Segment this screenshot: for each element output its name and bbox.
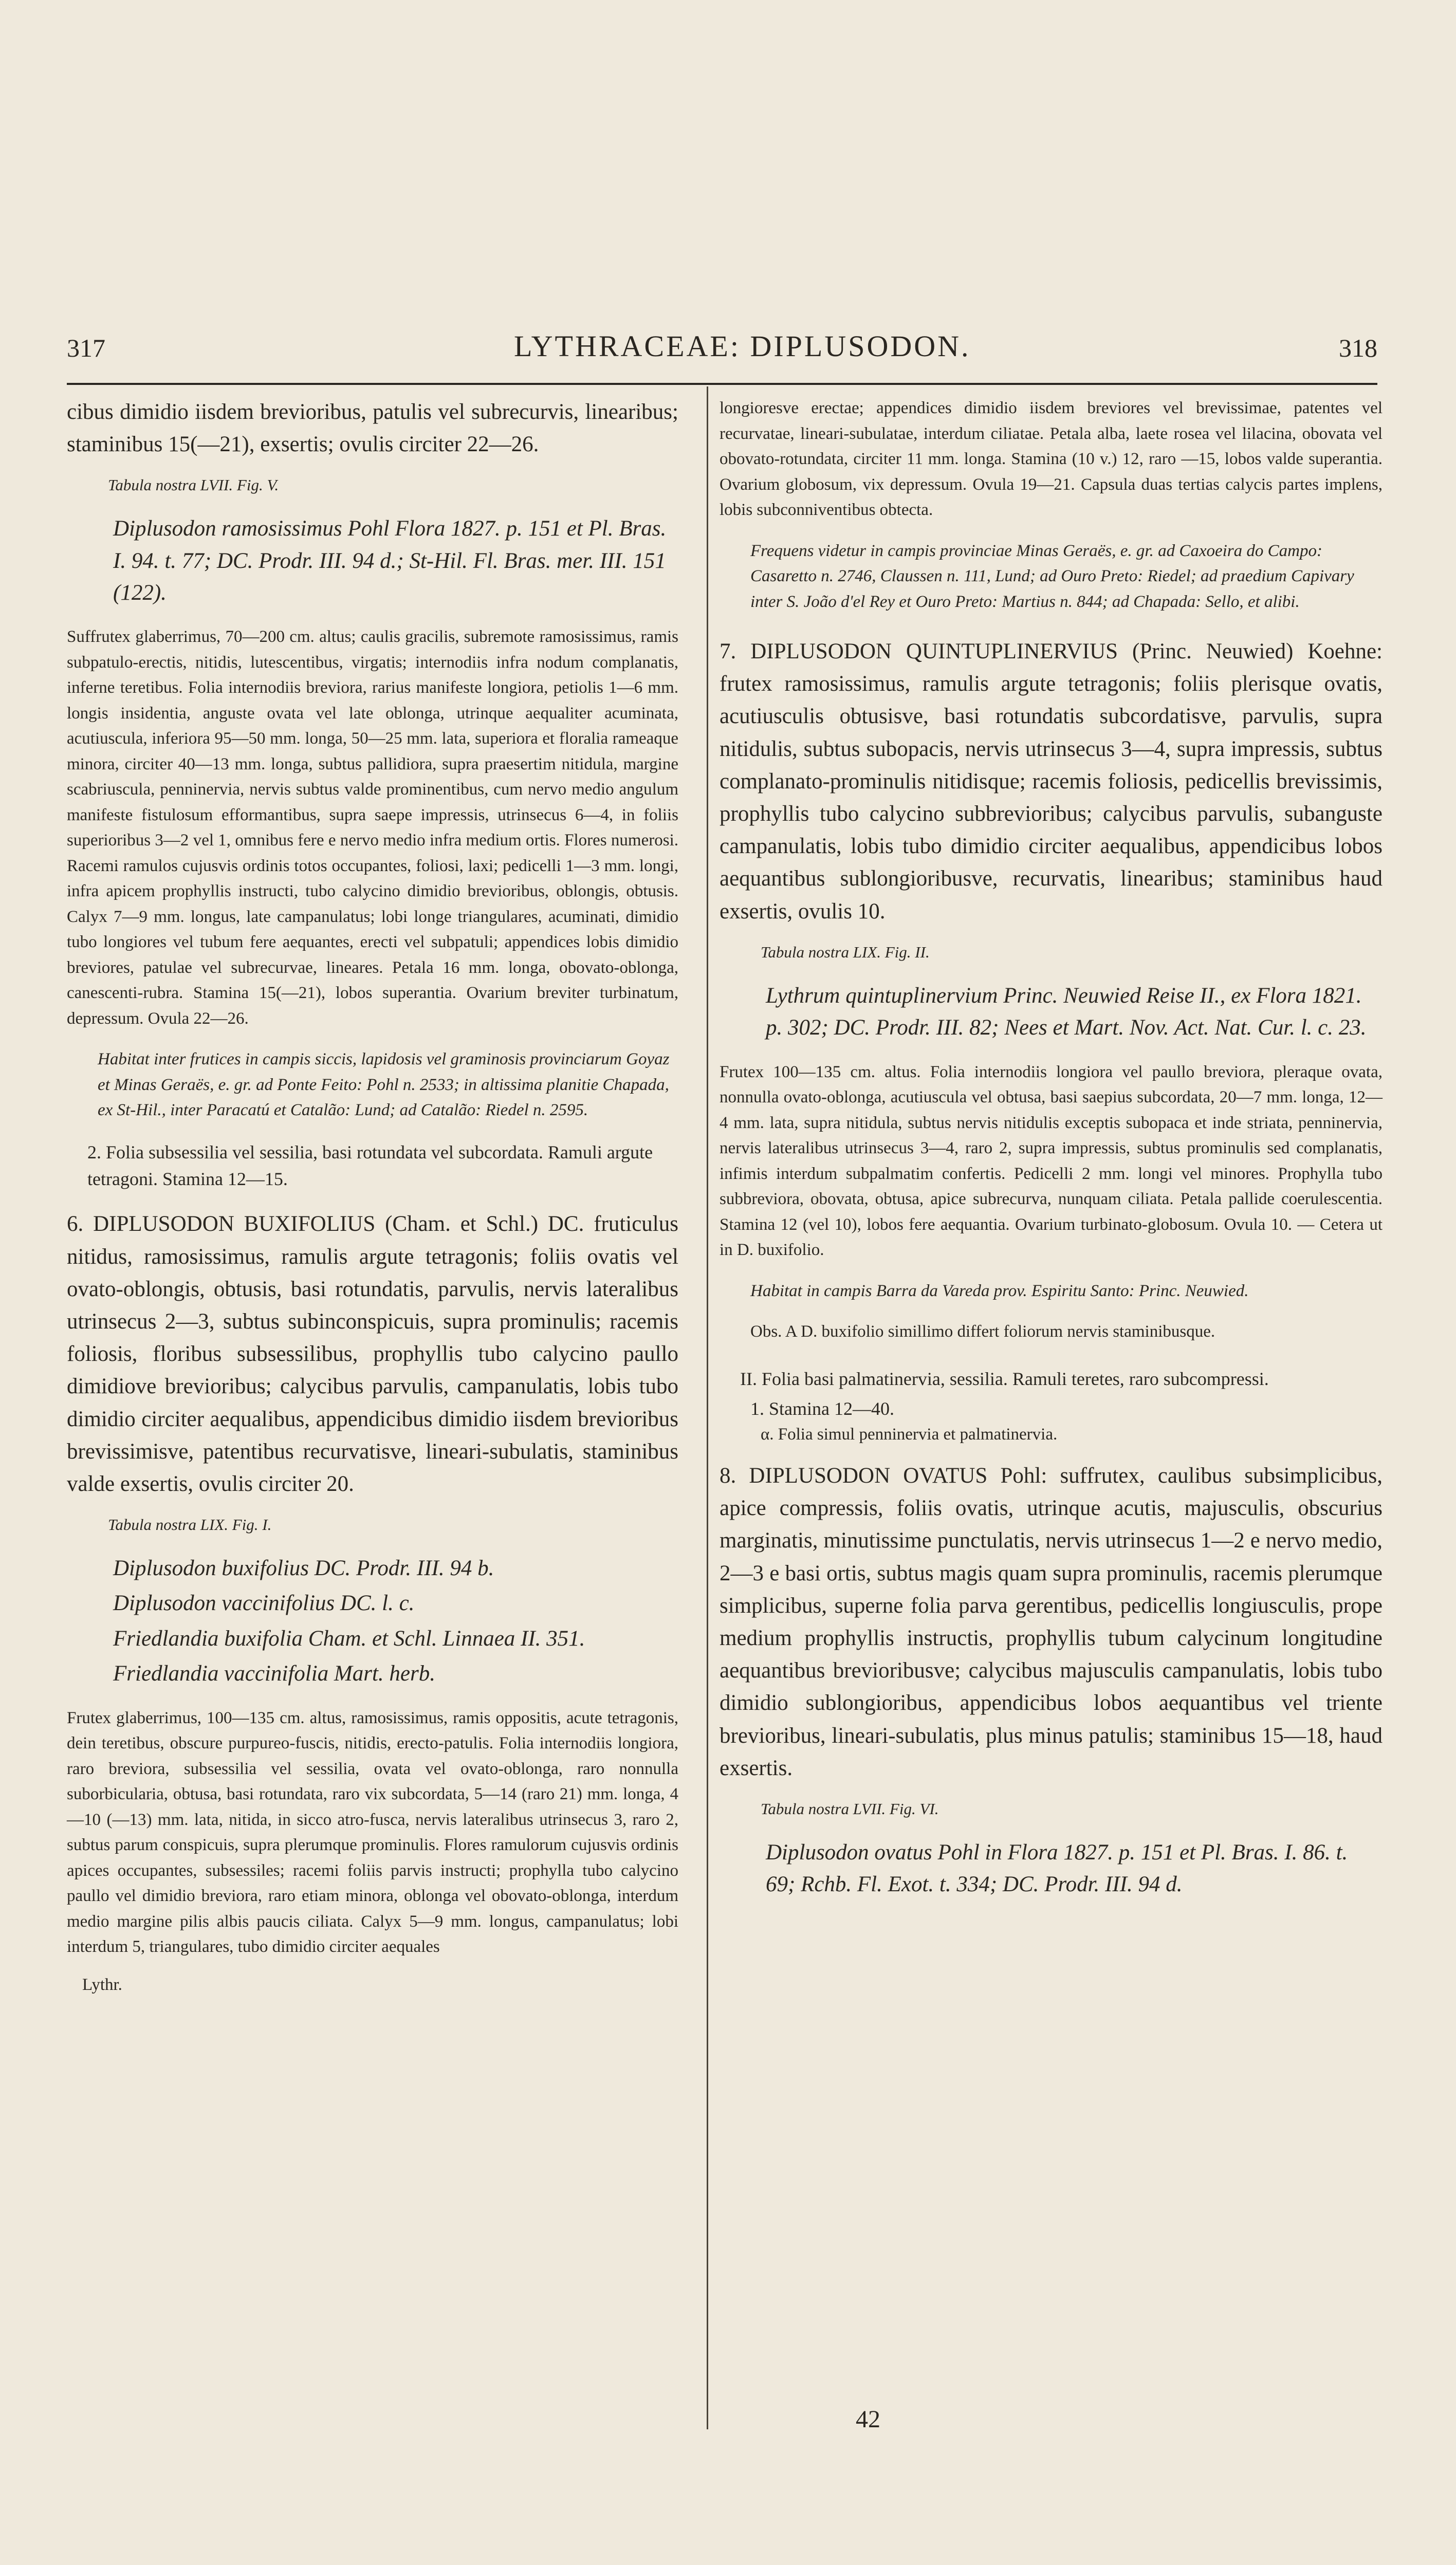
synonymy: Diplusodon ovatus Pohl in Flora 1827. p. 151 et Pl. Bras. I. 86. t. 69; Rchb. Fl. Exot. t. 334; DC. Prodr. III. 94 d. xyxy=(766,1840,1348,1897)
synonym: Friedlandia buxifolia Cham. et Schl. Linnaea II. 351. xyxy=(113,1626,585,1651)
key-entry: II. Folia basi palmatinervia, sessilia. Ramuli teretes, raro subcompressi. xyxy=(740,1368,1269,1389)
footer-label: Lythr. xyxy=(82,1975,122,1994)
habitat: Frequens videtur in campis provinciae Minas Geraës, e. gr. ad Caxoeira do Campo: Casaretto n. 2746, Claussen n. 111, Lund; ad Ouro Preto: Riedel; ad praedium Capivary inter S. João d'el Rey et Ouro Preto: Martius n. 844; ad Chapada: Sello, et alibi. xyxy=(750,541,1354,611)
key-entry: 2. Folia subsessilia vel sessilia, basi rotundata vel subcordata. Ramuli argute tetragoni. Stamina 12—15. xyxy=(87,1141,653,1190)
page-header xyxy=(67,329,1377,370)
running-title: LYTHRACEAE: DIPLUSODON. xyxy=(514,329,971,363)
plate-reference: Tabula nostra LVII. Fig. VI. xyxy=(761,1799,939,1818)
habitat: Habitat inter frutices in campis siccis, lapidosis vel graminosis provinciarum Goyaz et Minas Geraës, e. gr. ad Ponte Feito: Pohl n. 2533; in altissima planitie Chapada, ex St-Hil., inter Paracatú et Catalão: Lund; ad Catalão: Riedel n. 2595. xyxy=(98,1050,670,1120)
species-diagnosis: 6. DIPLUSODON BUXIFOLIUS (Cham. et Schl.) DC. fruticulus nitidus, ramosissimus, ramulis argute tetragonis; foliis ovatis vel ovato-oblongis, obtusis, basi rotundatis, parvulis, nervis lateralibus utrinsecus 2—3, subtus subinconspicuis, supra prominulis; racemis foliosis, floribus subsessilibus, prophyllis tubo calycino paullo dimidiove brevioribus; calycibus parvulis, campanulatis, lobis tubo dimidio circiter aequalibus, appendicibus dimidio iisdem brevioribus brevissimisve, patentibus recurvatisve, lineari-subulatis, staminibus valde exsertis, ovulis circiter 20. xyxy=(67,1212,678,1496)
left-page-number: 317 xyxy=(67,334,105,362)
synonymy: Diplusodon ramosissimus Pohl Flora 1827. p. 151 et Pl. Bras. I. 94. t. 77; DC. Prodr. III. 94 d.; St-Hil. Fl. Bras. mer. III. 151 (122). xyxy=(113,516,667,605)
synonymy-list xyxy=(67,1553,678,1690)
header-rule xyxy=(67,383,1377,385)
right-column xyxy=(720,396,1383,1904)
plate-reference: Tabula nostra LVII. Fig. V. xyxy=(108,476,279,494)
right-page-number: 318 xyxy=(1339,334,1377,362)
plate-reference: Tabula nostra LIX. Fig. I. xyxy=(108,1516,272,1534)
key-entry: 1. Stamina 12—40. xyxy=(750,1398,894,1419)
paragraph-continued: cibus dimidio iisdem brevioribus, patulis vel subrecurvis, linearibus; staminibus 15(—21), exsertis; ovulis circiter 22—26. xyxy=(67,400,678,457)
signature-mark: 42 xyxy=(856,2406,880,2433)
synonymy: Lythrum quintuplinervium Princ. Neuwied Reise II., ex Flora 1821. p. 302; DC. Prodr. III. 82; Nees et Mart. Nov. Act. Nat. Cur. l. c. 23. xyxy=(766,983,1367,1040)
description-continued: longioresve erectae; appendices dimidio iisdem breviores vel brevissimae, patentes vel recurvatae, lineari-subulatae, interdum ciliatae. Petala alba, laete rosea vel lilacina, obovata vel obovato-rotundata, circiter 11 mm. longa. Stamina (10 v.) 12, raro —15, lobos valde superantia. Ovarium globosum, vix depressum. Ovula 19—21. Capsula duas tertias calycis partes implens, lobis subconniventibus obtecta. xyxy=(720,399,1383,519)
synonym: Friedlandia vaccinifolia Mart. herb. xyxy=(113,1662,435,1686)
species-diagnosis: 7. DIPLUSODON QUINTUPLINERVIUS (Princ. Neuwied) Koehne: frutex ramosissimus, ramulis argute tetragonis; foliis plerisque ovatis, acutiusculis obtusisve, basi rotundatis subcordatisve, parvulis, supra nitidulis, subtus subopacis, nervis utrinsecus 3—4, supra impressis, subtus complanato-prominulis nitidisque; racemis foliosis, pedicellis brevissimis, prophyllis tubo calycino subbrevioribus; calycibus parvulis, subanguste campanulatis, lobis tubo dimidio circiter aequalibus, appendicibus lobos aequantibus sublongioribusve, recurvatis, linearibus; staminibus haud exsertis, ovulis 10. xyxy=(720,639,1383,924)
plate-reference: Tabula nostra LIX. Fig. II. xyxy=(761,943,930,961)
synonym: Diplusodon buxifolius DC. Prodr. III. 94 b. xyxy=(113,1556,494,1581)
observation: Obs. A D. buxifolio simillimo differt foliorum nervis staminibusque. xyxy=(750,1322,1215,1341)
column-divider xyxy=(707,386,708,2429)
left-column xyxy=(67,396,678,1995)
key-entry: α. Folia simul penninervia et palmatinervia. xyxy=(761,1425,1058,1444)
synonym: Diplusodon vaccinifolius DC. l. c. xyxy=(113,1591,415,1616)
description: Frutex glaberrimus, 100—135 cm. altus, ramosissimus, ramis oppositis, acute tetragonis, dein teretibus, obscure purpureo-fuscis, nitidis, erecto-patulis. Folia internodiis longiora, raro breviora, subsessilia vel sessilia, ovata vel ovato-oblonga, raro nonnulla suborbicularia, obtusa, basi rotundata, raro vix subcordata, 5—14 (raro 21) mm. longa, 4—10 (—13) mm. lata, nitida, in sicco atro-fusca, nervis lateralibus utrinsecus 3, raro 2, subtus parum conspicuis, supra plerumque prominulis. Flores ramulorum cujusvis ordinis apices occupantes, subsessiles; racemi foliis parvis instructi; prophylla tubo calycino paullo vel dimidio breviora, raro etiam minora, oblonga vel obovato-oblonga, interdum medio margine pilis albis paucis ciliata. Calyx 5—9 mm. longus, campanulatus; lobi interdum 5, triangulares, tubo dimidio circiter aequales xyxy=(67,1708,678,1957)
description: Frutex 100—135 cm. altus. Folia internodiis longiora vel paullo breviora, pleraque ovata, nonnulla ovato-oblonga, acutiuscula vel obtusa, basi saepius subcordata, 20—7 mm. longa, 12—4 mm. lata, supra nitidula, subtus nervis nitidulis exceptis subopaca et inde striata, penninervia, nervis lateralibus utrinsecus 3—4, raro 2, supra impressis, subtus prominulis sed complanatis, infimis interdum subpalmatim confertis. Pedicelli 2 mm. longi vel minores. Prophylla tubo subbreviora, obovata, obtusa, apice subrecurva, nunquam ciliata. Petala pallide coerulescentia. Stamina 12 (vel 10), lobos fere aequantia. Ovarium turbinato-globosum. Ovula 10. — Cetera ut in D. buxifolio. xyxy=(720,1062,1383,1260)
description: Suffrutex glaberrimus, 70—200 cm. altus; caulis gracilis, subremote ramosissimus, ramis subpatulo-erectis, nitidis, lutescentibus, virgatis; internodiis infra nodum complanatis, inferne teretibus. Folia internodiis breviora, rarius manifeste longiora, petiolis 1—6 mm. longis insidentia, anguste ovata vel late oblonga, utrinque aequaliter acuminata, acutiuscula, inferiora 95—50 mm. longa, 50—25 mm. lata, superiora et floralia rameaque minora, circiter 40—13 mm. longa, subtus pallidiora, supra praesertim nitidula, margine scabriuscula, penninervia, nervis subtus valde prominentibus, cum nervo medio angulum manifeste fistulosum efformantibus, supra saepe impressis, utrinsecus 6—4, in foliis superioribus 3—2 vel 1, omnibus fere e nervo medio infra medium ortis. Flores numerosi. Racemi ramulos cujusvis ordinis totos occupantes, foliosi, laxi; pedicelli 1—3 mm. longi, infra apicem prophyllis instructi, tubo calycino dimidio brevioribus, oblongis, obtusis. Calyx 7—9 mm. longus, late campanulatus; lobi longe triangulares, acuminati, dimidio tubo longiores vel tubum fere aequantes, erecti vel subpatuli; appendices lobis dimidio breviores, patulae vel subrecurvae, lineares. Petala 16 mm. longa, obovato-oblonga, canescenti-rubra. Stamina 15(—21), lobos superantia. Ovarium breviter turbinatum, depressum. Ovula 22—26. xyxy=(67,628,678,1028)
species-diagnosis: 8. DIPLUSODON OVATUS Pohl: suffrutex, caulibus subsimplicibus, apice compressis, foliis ovatis, utrinque acutis, majusculis, obscurius marginatis, minutissime punctulatis, nervis utrinsecus 1—2 e nervo medio, 2—3 e basi ortis, subtus magis quam supra prominulis, racemis plerumque simplicibus, superne folia parva gerentibus, pedicellis longiusculis, prope medium prophyllis instructis, prophyllis tubum calycinum longitudine aequantibus brevioribusve; calycibus majusculis campanulatis, lobis tubo dimidio sublongioribus, appendicibus lobos aequantibus vel triente brevioribus, lineari-subulatis, plus minus patulis; staminibus 15—18, haud exsertis. xyxy=(720,1463,1383,1780)
habitat: Habitat in campis Barra da Vareda prov. Espiritu Santo: Princ. Neuwied. xyxy=(750,1281,1249,1300)
